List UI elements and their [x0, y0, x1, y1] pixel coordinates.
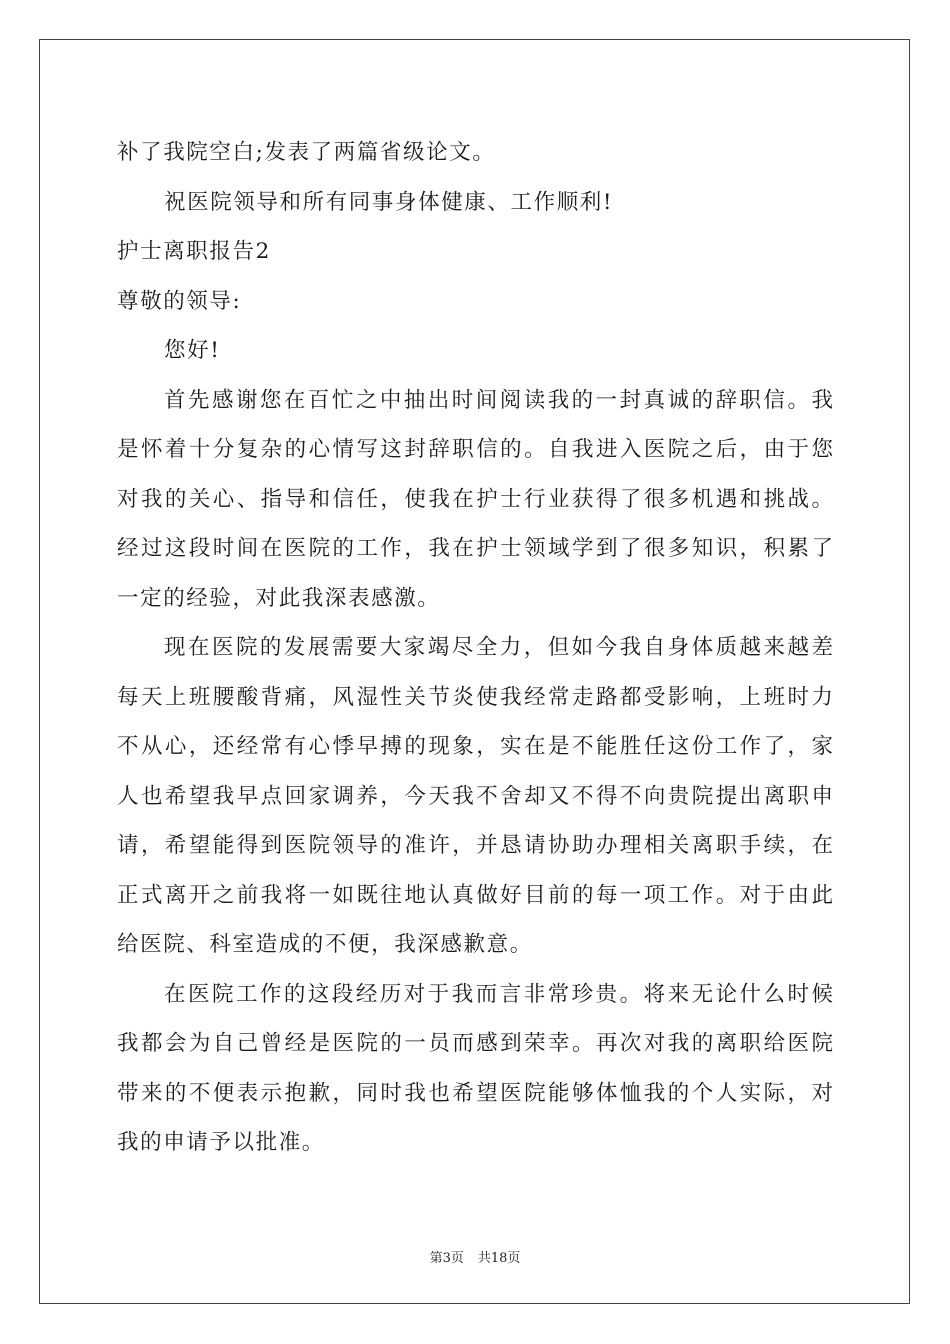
text-line: 每天上班腰酸背痛，风湿性关节炎使我经常走路都受影响，上班时力: [117, 684, 833, 710]
text-line: 首先感谢您在百忙之中抽出时间阅读我的一封真诚的辞职信。我: [164, 387, 833, 413]
text-line: 我都会为自己曾经是医院的一员而感到荣幸。再次对我的离职给医院: [117, 1031, 833, 1056]
text-line: 是怀着十分复杂的心情写这封辞职信的。自我进入医院之后，由于您: [117, 437, 833, 462]
text-line: 在医院工作的这段经历对于我而言非常珍贵。将来无论什么时候: [164, 981, 833, 1007]
text-line: 您好!: [164, 338, 221, 363]
text-line: 带来的不便表示抱歉，同时我也希望医院能够体恤我的个人实际，对: [117, 1080, 833, 1106]
text-line: 我的申请予以批准。: [117, 1130, 325, 1155]
text-line: 现在医院的发展需要大家竭尽全力，但如今我自身体质越来越差: [164, 635, 833, 660]
page-number-current: 第3页: [429, 1251, 464, 1266]
text-line: 护士离职报告2: [117, 239, 271, 264]
page-number-total: 共18页: [477, 1251, 521, 1266]
page-footer: [0, 1247, 950, 1266]
text-line: 经过这段时间在医院的工作，我在护士领域学到了很多知识，积累了: [117, 536, 833, 561]
text-line: 请，希望能得到医院领导的准许，并恳请协助办理相关离职手续，在: [117, 833, 833, 858]
text-line: 人也希望我早点回家调养，今天我不舍却又不得不向贵院提出离职申: [117, 783, 833, 809]
text-line: 尊敬的领导:: [117, 288, 242, 314]
text-line: 给医院、科室造成的不便，我深感歉意。: [117, 932, 533, 957]
text-line: 不从心，还经常有心悸早搏的现象，实在是不能胜任这份工作了，家: [117, 734, 833, 759]
text-line: 正式离开之前我将一如既往地认真做好目前的每一项工作。对于由此: [117, 882, 833, 908]
text-line: 一定的经验，对此我深表感激。: [117, 585, 441, 611]
document-body: [117, 128, 833, 1168]
text-line: 补了我院空白;发表了两篇省级论文。: [117, 140, 496, 165]
text-line: 祝医院领导和所有同事身体健康、工作顺利!: [164, 189, 614, 215]
text-line: 对我的关心、指导和信任，使我在护士行业获得了很多机遇和挑战。: [117, 486, 833, 512]
